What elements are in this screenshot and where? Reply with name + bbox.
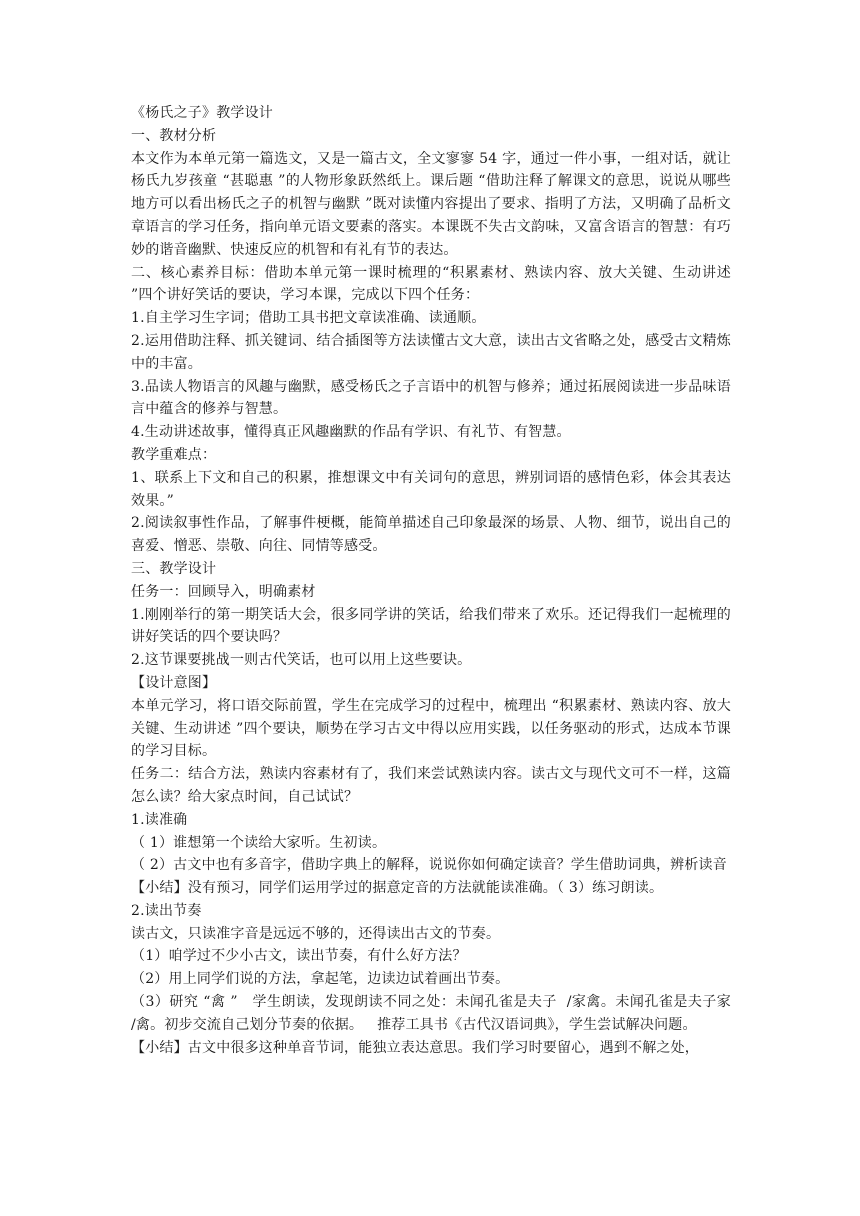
goal-item-1: 1.自主学习生字词；借助工具书把文章读准确、读通顺。 <box>131 310 486 327</box>
design-intent-paragraph: 本单元学习，将口语交际前置，学生在完成学习的过程中，梳理出 “积累素材、熟读内容、放大关键、生动讲述 ”四个要诀，顺势在学习古文中得以应用实践，以任务驱动的形式，达成本节课的学习目标。 <box>131 697 731 760</box>
document-body <box>131 102 741 1059</box>
task-one-step-1: 1.刚刚举行的第一期笑话大会，很多同学讲的笑话，给我们带来了欢乐。还记得我们一起梳理的讲好笑话的四个要诀吗？ <box>131 606 731 646</box>
read-rhythm-intro: 读古文，只读准字音是远远不够的，还得读出古文的节奏。 <box>131 925 501 942</box>
read-rhythm-step-3: （3）研究 “禽 ” 学生朗读，发现朗读不同之处：未闻孔雀是夫子 /家禽。未闻孔雀是夫子家 /禽。初步交流自己划分节奏的依据。 推荐工具书《古代汉语词典》，学生尝试解决问题。 <box>131 994 741 1033</box>
task-one-step-2: 2.这节课要挑战一则古代笑话，也可以用上这些要诀。 <box>131 652 472 669</box>
paragraph-core-literacy-goals: 二、核心素养目标：借助本单元第一课时梳理的“积累素材、熟读内容、放大关键、生动讲述 ”四个讲好笑话的要诀，学习本课，完成以下四个任务： <box>131 264 736 304</box>
paragraph-textbook-analysis: 本文作为本单元第一篇选文，又是一篇古文，全文寥寥 54 字，通过一件小事，一组对话，就让杨氏九岁孩童 “甚聪惠 ”的人物形象跃然纸上。课后题 “借助注释了解课文的意思，说说从哪些地方可以看出杨氏之子的机智与幽默 ”既对读懂内容提出了要求、指明了方法，又明确了品析文章语言的学习任务，指向单元语文要素的落实。本课既不失古文韵味，又富含语言的智慧：有巧妙的谐音幽默、快速反应的机智和有礼有节的表达。 <box>131 150 731 258</box>
goal-item-2: 2.运用借助注释、抓关键词、结合插图等方法读懂古文大意，读出古文省略之处，感受古文精炼中的丰富。 <box>131 332 731 372</box>
task-two-heading: 任务二：结合方法，熟读内容素材有了，我们来尝试熟读内容。读古文与现代文可不一样，这篇怎么读？给大家点时间，自己试试？ <box>131 766 731 805</box>
read-accurately-step-1: （ 1）谁想第一个读给大家听。生初读。 <box>131 834 387 851</box>
heading-textbook-analysis: 一、教材分析 <box>131 127 217 144</box>
task-one-heading: 任务一：回顾导入，明确素材 <box>131 583 316 600</box>
read-rhythm-heading: 2.读出节奏 <box>131 902 202 919</box>
summary-single-syllable-words: 【小结】古文中很多这种单音节词，能独立表达意思。我们学习时要留心，遇到不解之处， <box>131 1039 699 1056</box>
heading-key-difficulties: 教学重难点： <box>131 446 217 463</box>
difficulty-item-1: 1、联系上下文和自己的积累，推想课文中有关词句的意思，辨别词语的感情色彩，体会其表达效果。” <box>131 469 731 509</box>
goal-item-3: 3.品读人物语言的风趣与幽默，感受杨氏之子言语中的机智与修养；通过拓展阅读进一步品味语言中蕴含的修养与智慧。 <box>131 378 731 418</box>
document-title: 《杨氏之子》教学设计 <box>131 105 273 121</box>
difficulty-item-2: 2.阅读叙事性作品，了解事件梗概，能简单描述自己印象最深的场景、人物、细节，说出自己的喜爱、憎恶、崇敬、向往、同情等感受。 <box>131 515 731 555</box>
read-rhythm-step-2: （2）用上同学们说的方法，拿起笔，边读边试着画出节奏。 <box>131 971 510 988</box>
heading-teaching-design: 三、教学设计 <box>131 560 217 577</box>
read-accurately-heading: 1.读准确 <box>131 811 188 828</box>
summary-read-accurately: 【小结】没有预习，同学们运用学过的据意定音的方法就能读准确。（ 3）练习朗读。 <box>131 880 664 897</box>
goal-item-4: 4.生动讲述故事，懂得真正风趣幽默的作品有学识、有礼节、有智慧。 <box>131 424 571 441</box>
read-rhythm-step-1: （1）咱学过不少小古文，读出节奏，有什么好方法？ <box>131 948 467 965</box>
read-accurately-step-2: （ 2）古文中也有多音字，借助字典上的解释，说说你如何确定读音？学生借助词典，辨析读音 <box>131 857 727 874</box>
design-intent-label: 【设计意图】 <box>131 674 217 691</box>
